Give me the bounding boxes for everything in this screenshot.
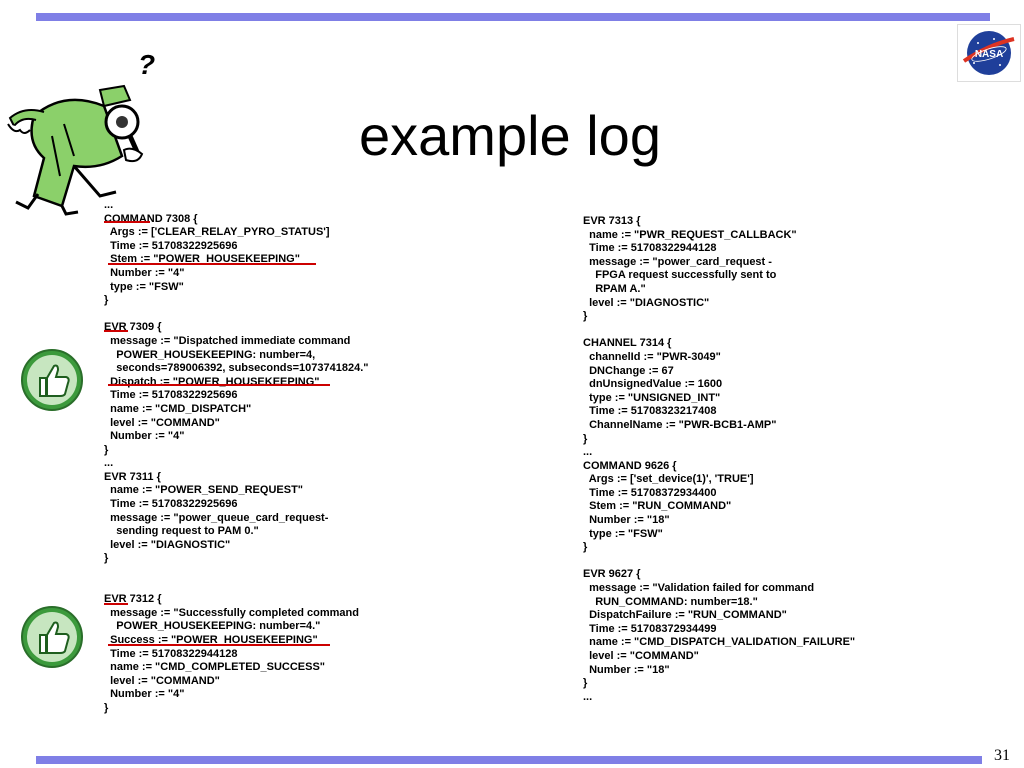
page-number: 31 bbox=[994, 747, 1010, 764]
log-right-line: EVR 7313 { bbox=[583, 215, 641, 227]
question-mark: ? bbox=[138, 49, 156, 80]
log-right-line: message := "power_card_request - bbox=[583, 255, 772, 268]
log-left-line: Time := 51708322925696 bbox=[104, 389, 238, 402]
log-left-line: Success := "POWER_HOUSEKEEPING" bbox=[104, 634, 318, 646]
log-left-line: Args := ['CLEAR_RELAY_PYRO_STATUS'] bbox=[104, 226, 330, 239]
log-right-line: dnUnsignedValue := 1600 bbox=[583, 378, 723, 391]
log-right-line: Time := 51708372934400 bbox=[583, 486, 717, 499]
log-right-line: level := "COMMAND" bbox=[583, 650, 699, 662]
log-left-line bbox=[104, 308, 369, 322]
log-right-line: Number := "18" bbox=[583, 514, 670, 527]
log-right-line: DispatchFailure := "RUN_COMMAND" bbox=[583, 609, 787, 622]
log-right-line: type := "UNSIGNED_INT" bbox=[583, 391, 721, 404]
log-right-line: } bbox=[583, 432, 588, 445]
log-left-line: message := "Dispatched immediate command bbox=[104, 334, 351, 347]
log-right-line: type := "FSW" bbox=[583, 527, 663, 540]
log-left-line: sending request to PAM 0." bbox=[104, 525, 259, 538]
log-right-line: } bbox=[583, 677, 588, 690]
log-left-line bbox=[104, 566, 369, 580]
log-left-line: Time := 51708322925696 bbox=[104, 239, 238, 252]
log-right-line: Time := 51708323217408 bbox=[583, 405, 717, 418]
log-right-line: ... bbox=[583, 446, 593, 459]
detective-illustration bbox=[4, 46, 179, 216]
log-left-line: message := "power_queue_card_request- bbox=[104, 511, 329, 524]
log-left-line: ... bbox=[104, 457, 114, 470]
log-left-line: Number := "4" bbox=[104, 430, 185, 443]
log-left-line: } bbox=[104, 552, 109, 565]
log-right-line: COMMAND 9626 { bbox=[583, 459, 677, 472]
log-right-line: CHANNEL 7314 { bbox=[583, 337, 672, 350]
top-accent-bar bbox=[36, 13, 990, 21]
log-left-line: Stem := "POWER_HOUSEKEEPING" bbox=[104, 253, 300, 266]
log-right-line: Args := ['set_device(1)', 'TRUE'] bbox=[583, 473, 754, 486]
log-left-line: Dispatch := "POWER_HOUSEKEEPING" bbox=[104, 375, 320, 388]
log-left-line: name := "CMD_DISPATCH" bbox=[104, 402, 252, 415]
log-left-line: EVR 7309 { bbox=[104, 321, 162, 334]
thumbs-up-icon bbox=[20, 348, 84, 412]
log-left-line: EVR 7311 { bbox=[104, 470, 161, 483]
log-right-line: Stem := "RUN_COMMAND" bbox=[583, 500, 732, 513]
log-right-column bbox=[583, 215, 855, 704]
log-right-line: ChannelName := "PWR-BCB1-AMP" bbox=[583, 418, 777, 431]
log-right-line: message := "Validation failed for command bbox=[583, 582, 815, 595]
log-right-line: DNChange := 67 bbox=[583, 364, 674, 377]
log-left-line: Number := "4" bbox=[104, 266, 185, 279]
log-right-line: Time := 51708322944128 bbox=[583, 242, 717, 255]
log-left-line: } bbox=[104, 294, 109, 307]
log-left-line: POWER_HOUSEKEEPING: number=4." bbox=[104, 620, 321, 633]
log-left-line: } bbox=[104, 701, 109, 714]
log-right-line: } bbox=[583, 310, 588, 323]
log-left-line: Time := 51708322925696 bbox=[104, 498, 238, 511]
svg-text:NASA: NASA bbox=[974, 49, 1004, 60]
log-left-line: level := "DIAGNOSTIC" bbox=[104, 538, 231, 551]
slide-title: example log bbox=[359, 104, 661, 167]
log-right-line: FPGA request successfully sent to bbox=[583, 269, 777, 282]
log-right-line: RUN_COMMAND: number=18." bbox=[583, 595, 758, 608]
log-left-line: EVR 7312 { bbox=[104, 593, 162, 606]
log-right-line: name := "PWR_REQUEST_CALLBACK" bbox=[583, 228, 797, 241]
log-left-line: COMMAND 7308 { bbox=[104, 212, 198, 225]
log-right-line: } bbox=[583, 541, 588, 554]
log-left-line: level := "COMMAND" bbox=[104, 416, 220, 429]
log-left-line: seconds=789006392, subseconds=1073741824." bbox=[104, 362, 369, 375]
log-left-line: type := "FSW" bbox=[104, 280, 184, 293]
log-left-line: message := "Successfully completed command bbox=[104, 606, 359, 619]
log-right-line: Number := "18" bbox=[583, 663, 670, 676]
log-right-line bbox=[583, 324, 855, 338]
log-left-line: POWER_HOUSEKEEPING: number=4, bbox=[104, 348, 316, 361]
nasa-logo bbox=[957, 24, 1021, 82]
log-right-line: ... bbox=[583, 690, 593, 703]
log-right-line: channelId := "PWR-3049" bbox=[583, 350, 721, 363]
log-left-line: Number := "4" bbox=[104, 688, 185, 701]
log-left-line: ... bbox=[104, 199, 114, 211]
log-right-line: Time := 51708372934499 bbox=[583, 622, 717, 635]
log-right-line: name := "CMD_DISPATCH_VALIDATION_FAILURE" bbox=[583, 636, 856, 649]
log-left-line bbox=[104, 580, 369, 594]
bottom-accent-bar bbox=[36, 756, 982, 764]
log-left-column bbox=[104, 199, 369, 716]
thumbs-up-icon bbox=[20, 605, 84, 669]
log-left-line: name := "POWER_SEND_REQUEST" bbox=[104, 484, 304, 497]
log-left-line: name := "CMD_COMPLETED_SUCCESS" bbox=[104, 661, 325, 674]
log-left-line: Time := 51708322944128 bbox=[104, 647, 238, 660]
log-left-line: } bbox=[104, 443, 109, 456]
log-right-line bbox=[583, 555, 855, 569]
log-right-line: level := "DIAGNOSTIC" bbox=[583, 296, 710, 309]
log-left-line: level := "COMMAND" bbox=[104, 674, 220, 687]
log-right-line: EVR 9627 { bbox=[583, 568, 641, 581]
log-right-line: RPAM A." bbox=[583, 282, 646, 295]
